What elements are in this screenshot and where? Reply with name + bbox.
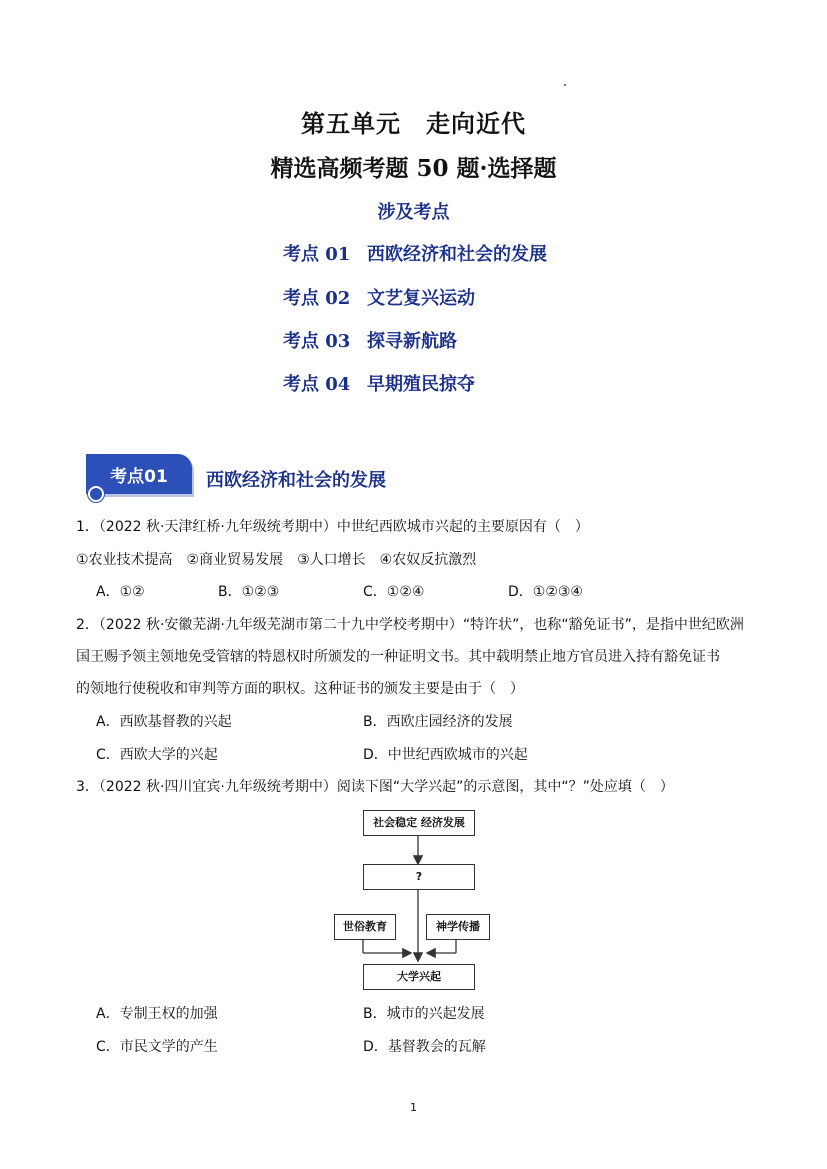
- question-1-stem: 1．（2022 秋·天津红桥·九年级统考期中）中世纪西欧城市兴起的主要原因有（ ）: [76, 519, 589, 535]
- diagram-box-left: 世俗教育: [334, 914, 396, 940]
- question-2-option-a[interactable]: A．西欧基督教的兴起: [96, 714, 232, 730]
- diagram-box-unknown: ?: [363, 864, 475, 890]
- knowledge-point-name: 早期殖民掠夺: [367, 374, 475, 395]
- section-title: 西欧经济和社会的发展: [206, 470, 386, 491]
- diagram-box-bottom: 大学兴起: [363, 964, 475, 990]
- section-header: [86, 454, 486, 500]
- knowledge-point-1: [283, 240, 547, 266]
- page-subtitle: 精选高频考题 50 题·选择题: [270, 155, 557, 182]
- knowledge-point-name: 探寻新航路: [367, 331, 457, 352]
- unit-title: 第五单元 走向近代: [301, 109, 526, 138]
- question-2-option-c[interactable]: C．西欧大学的兴起: [96, 747, 218, 763]
- question-3-option-a[interactable]: A．专制王权的加强: [96, 1006, 218, 1022]
- question-2-option-d[interactable]: D．中世纪西欧城市的兴起: [363, 747, 528, 763]
- section-badge-label: 考点01: [110, 467, 168, 487]
- question-3-stem: 3．（2022 秋·四川宜宾·九年级统考期中）阅读下图“大学兴起”的示意图，其中“？”处应填（ ）: [76, 779, 674, 795]
- question-1-option-c[interactable]: C．①②④: [363, 584, 425, 600]
- question-1-option-b[interactable]: B．①②③: [218, 584, 280, 600]
- question-3-option-d[interactable]: D．基督教会的瓦解: [363, 1039, 486, 1055]
- knowledge-point-number: 考点 01: [283, 244, 351, 265]
- knowledge-point-number: 考点 04: [283, 374, 351, 395]
- knowledge-point-3: [283, 327, 457, 353]
- knowledge-point-2: [283, 284, 475, 310]
- question-1-option-d[interactable]: D．①②③④: [508, 584, 583, 600]
- knowledge-point-4: [283, 370, 475, 396]
- knowledge-point-name: 文艺复兴运动: [367, 288, 475, 309]
- knowledge-point-number: 考点 02: [283, 288, 351, 309]
- question-1-statements: ①农业技术提高 ②商业贸易发展 ③人口增长 ④农奴反抗激烈: [76, 552, 477, 568]
- badge-dot-icon: [88, 486, 104, 502]
- question-2-stem-line-2: 国王赐予领主领地免受管辖的特恩权时所颁发的一种证明文书。其中载明禁止地方官员进入持有豁免证书: [76, 649, 720, 665]
- question-2-stem-line-3: 的领地行使税收和审判等方面的职权。这种证书的颁发主要是由于（ ）: [76, 681, 524, 697]
- scope-label: 涉及考点: [377, 202, 450, 223]
- university-rise-diagram: [330, 808, 500, 994]
- scan-speck: [564, 84, 566, 86]
- page-number: 1: [410, 1101, 417, 1114]
- question-3-option-c[interactable]: C．市民文学的产生: [96, 1039, 218, 1055]
- question-3-option-b[interactable]: B．城市的兴起发展: [363, 1006, 485, 1022]
- diagram-box-right: 神学传播: [426, 914, 490, 940]
- question-2-option-b[interactable]: B．西欧庄园经济的发展: [363, 714, 513, 730]
- diagram-box-top: 社会稳定 经济发展: [363, 810, 475, 836]
- knowledge-point-name: 西欧经济和社会的发展: [367, 244, 547, 265]
- knowledge-point-number: 考点 03: [283, 331, 351, 352]
- question-1-option-a[interactable]: A．①②: [96, 584, 145, 600]
- question-2-stem-line-1: 2．（2022 秋·安徽芜湖·九年级芜湖市第二十九中学校考期中）“特许状”，也称“豁免证书”，是指中世纪欧洲: [76, 617, 744, 633]
